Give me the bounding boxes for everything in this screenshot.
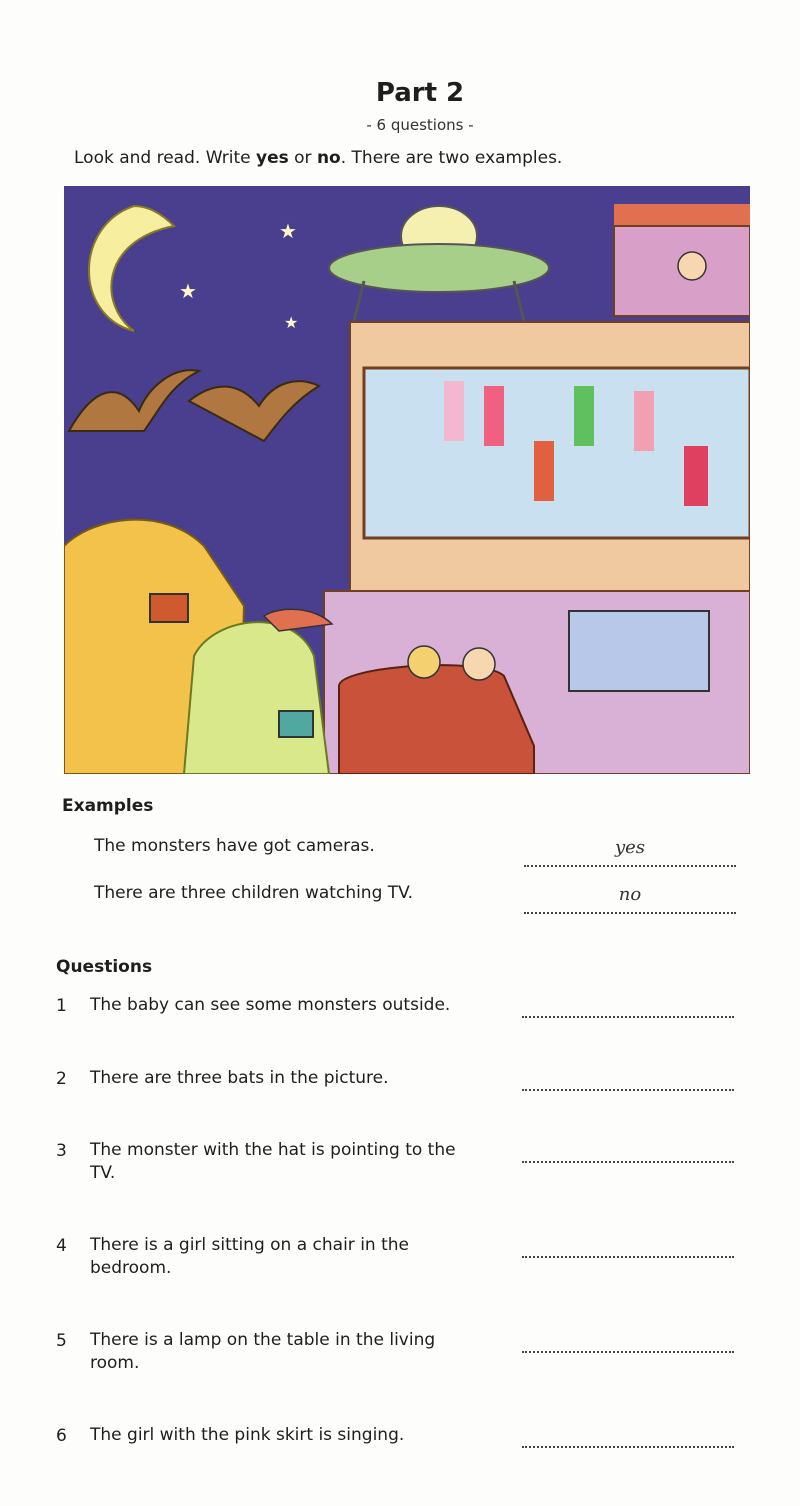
- question-text: The monster with the hat is pointing to the TV.: [90, 1140, 456, 1183]
- sofa: [339, 665, 534, 774]
- child-figure: [534, 441, 554, 501]
- instruction-part: Look and read. Write: [74, 148, 256, 168]
- baby: [678, 252, 706, 280]
- answer-line[interactable]: [522, 1069, 734, 1091]
- page-subtitle: - 6 questions -: [366, 116, 474, 134]
- question-text: There are three bats in the picture.: [90, 1068, 389, 1088]
- question-number: 3: [56, 1141, 67, 1161]
- instruction: [74, 148, 562, 168]
- child-figure: [444, 381, 464, 441]
- roof: [614, 204, 750, 226]
- scene-svg: [64, 186, 750, 774]
- scene-illustration: [64, 186, 750, 774]
- answer-line[interactable]: [522, 1141, 734, 1163]
- child-figure: [574, 386, 594, 446]
- answer-line[interactable]: [522, 1331, 734, 1353]
- question-number: 4: [56, 1236, 67, 1256]
- green-monster: [184, 622, 329, 774]
- answer-line[interactable]: [522, 1236, 734, 1258]
- instruction-yes: yes: [256, 148, 289, 168]
- page-title: Part 2: [375, 78, 465, 108]
- question-text: There is a lamp on the table in the living room.: [90, 1330, 436, 1373]
- child-on-sofa: [463, 648, 495, 680]
- instruction-no: no: [316, 148, 341, 168]
- answer-line[interactable]: [522, 1426, 734, 1448]
- question-text: The baby can see some monsters outside.: [90, 995, 451, 1015]
- question-number: 1: [56, 996, 67, 1016]
- example-answer-line: [524, 837, 736, 867]
- examples-label: Examples: [62, 796, 154, 816]
- question-text: There is a girl sitting on a chair in the bedroom.: [90, 1235, 409, 1278]
- child-on-sofa: [408, 646, 440, 678]
- questions-label: Questions: [56, 957, 153, 977]
- child-figure: [634, 391, 654, 451]
- question-number: 6: [56, 1426, 67, 1446]
- example-answer: yes: [614, 837, 646, 858]
- star: ★: [279, 219, 297, 243]
- example-answer: no: [618, 884, 642, 905]
- instruction-part: or: [288, 148, 317, 168]
- example-text: There are three children watching TV.: [94, 883, 414, 903]
- answer-line[interactable]: [522, 996, 734, 1018]
- tv: [569, 611, 709, 691]
- question-number: 2: [56, 1069, 67, 1089]
- question-number: 5: [56, 1331, 67, 1351]
- child-figure: [484, 386, 504, 446]
- instruction-part: . There are two examples.: [340, 148, 563, 168]
- monster-camera: [150, 594, 188, 622]
- star: ★: [179, 279, 197, 303]
- question-text: The girl with the pink skirt is singing.: [90, 1425, 405, 1445]
- star: ★: [284, 313, 299, 332]
- monster-camera: [279, 711, 313, 737]
- example-text: The monsters have got cameras.: [94, 836, 375, 856]
- child-figure: [684, 446, 708, 506]
- example-answer-line: [524, 884, 736, 914]
